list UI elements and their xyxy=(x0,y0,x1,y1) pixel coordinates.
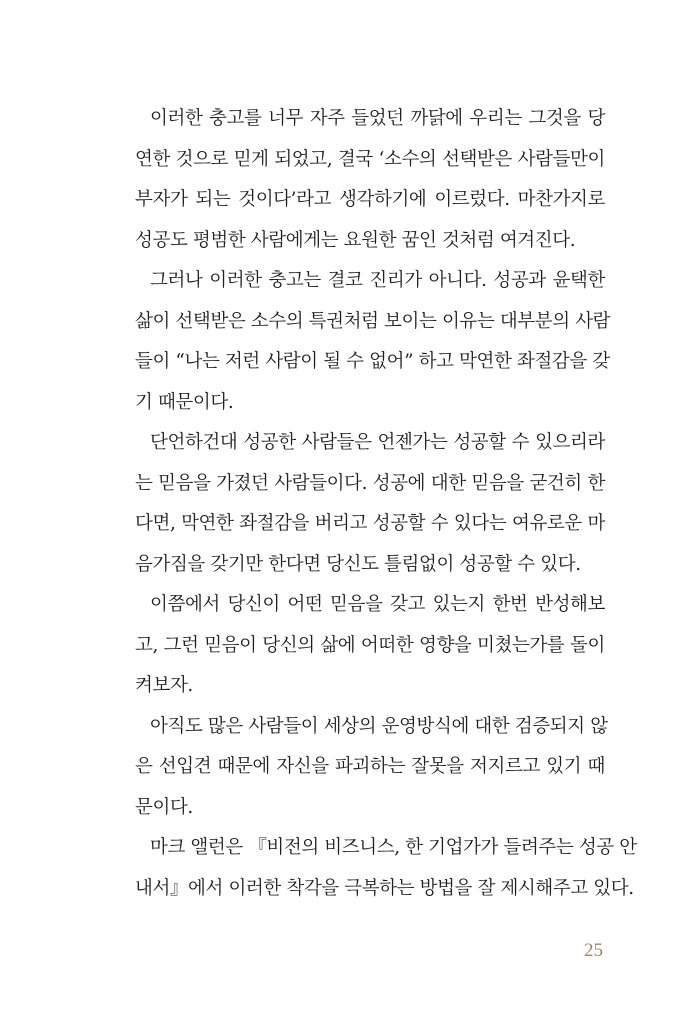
text-line: 내서』에서 이러한 착각을 극복하는 방법을 잘 제시해주고 있다. xyxy=(135,877,634,899)
text-line: 이러한 충고를 너무 자주 들었던 까닭에 우리는 그것을 당 xyxy=(150,108,605,129)
text-line: 삶이 선택받은 소수의 특권처럼 보이는 이유는 대부분의 사람 xyxy=(135,310,611,332)
text-line: 문이다. xyxy=(135,796,193,818)
paragraph-5 xyxy=(135,707,608,829)
text-line: 들이 “나는 저런 사람이 될 수 없어” 하고 막연한 좌절감을 갖 xyxy=(135,351,610,372)
paragraph-2 xyxy=(135,261,611,423)
text-line: 이쯤에서 당신이 어떤 믿음을 갖고 있는지 한번 반성해보 xyxy=(150,594,605,615)
paragraph-1 xyxy=(135,99,605,261)
text-line: 은 선입견 때문에 자신을 파괴하는 잘못을 저지르고 있기 때 xyxy=(135,756,605,777)
text-line: 연한 것으로 믿게 되었고, 결국 ‘소수의 선택받은 사람들만이 xyxy=(135,148,605,170)
paragraph-4 xyxy=(135,585,605,707)
text-line: 아직도 많은 사람들이 세상의 운영방식에 대한 검증되지 않 xyxy=(150,715,608,737)
paragraph-6 xyxy=(135,828,637,909)
text-line: 마크 앨런은 『비전의 비즈니스, 한 기업가가 들려주는 성공 안 xyxy=(150,837,637,858)
text-line: 기 때문이다. xyxy=(135,391,234,413)
text-line: 성공도 평범한 사람에게는 요원한 꿈인 것처럼 여겨진다. xyxy=(135,229,576,251)
text-line: 고, 그런 믿음이 당신의 삶에 어떠한 영향을 미쳤는가를 돌이 xyxy=(135,634,605,656)
text-line: 다면, 막연한 좌절감을 버리고 성공할 수 있다는 여유로운 마 xyxy=(135,513,605,534)
paragraph-3 xyxy=(135,423,605,585)
text-line: 음가짐을 갖기만 한다면 당신도 틀림없이 성공할 수 있다. xyxy=(135,553,581,575)
text-line: 켜보자. xyxy=(135,675,193,696)
text-line: 는 믿음을 가졌던 사람들이다. 성공에 대한 믿음을 굳건히 한 xyxy=(135,472,605,494)
text-line: 부자가 되는 것이다’라고 생각하기에 이르렀다. 마찬가지로 xyxy=(135,189,605,210)
page-number: 25 xyxy=(584,940,603,961)
body-text xyxy=(135,99,637,909)
text-line: 그러나 이러한 충고는 결코 진리가 아니다. 성공과 윤택한 xyxy=(150,270,605,291)
text-line: 단언하건대 성공한 사람들은 언젠가는 성공할 수 있으리라 xyxy=(150,432,605,453)
